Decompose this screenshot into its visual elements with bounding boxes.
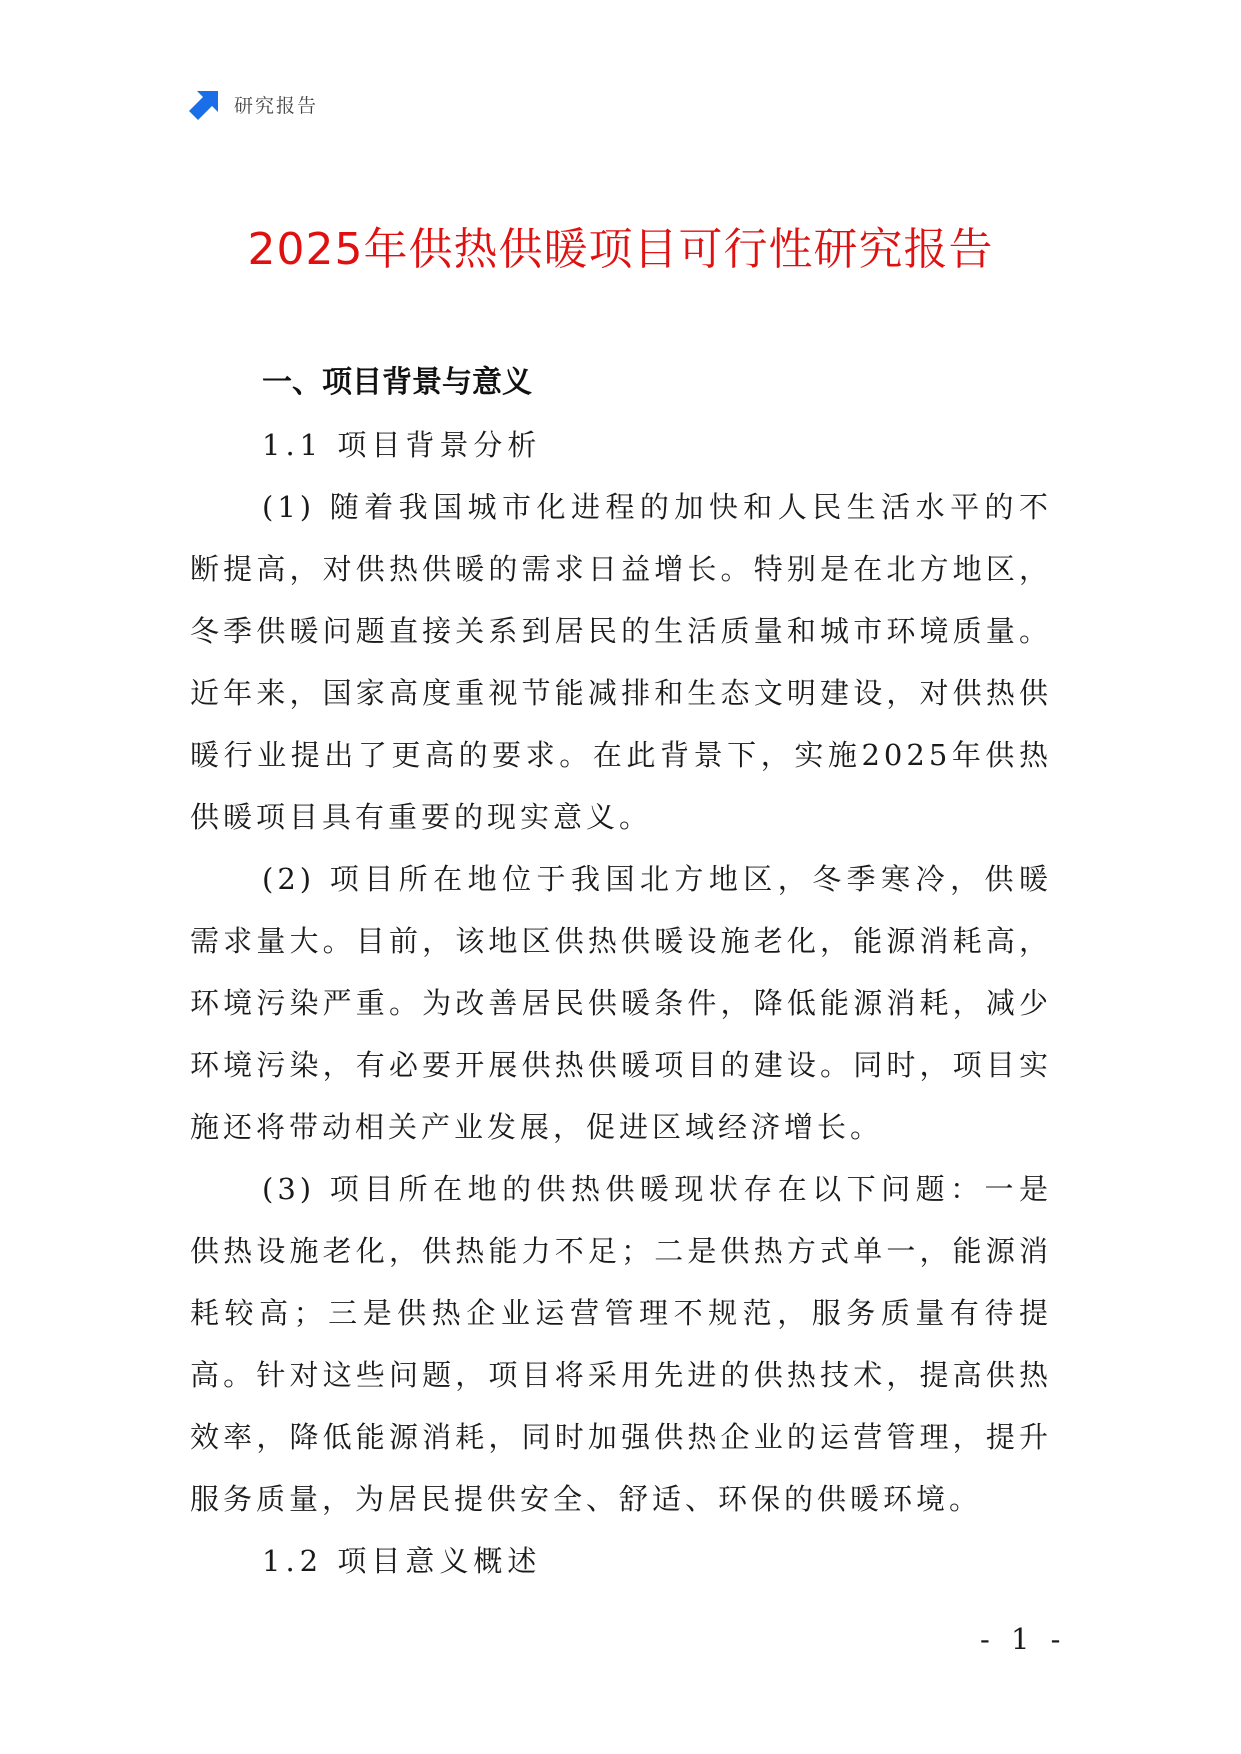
document-body: [190, 352, 1052, 1592]
page-header: [188, 86, 318, 122]
subsection-heading-1-1: 1.1 项目背景分析: [262, 428, 542, 462]
document-title: 2025年供热供暖项目可行性研究报告: [247, 224, 994, 275]
page-number: - 1 -: [980, 1622, 1067, 1656]
subsection-heading-1-2: 1.2 项目意义概述: [262, 1544, 542, 1578]
header-label: 研究报告: [234, 94, 319, 117]
paragraph-1: (1) 随着我国城市化进程的加快和人民生活水平的不断提高，对供热供暖的需求日益增长。特别是在北方地区，冬季供暖问题直接关系到居民的生活质量和城市环境质量。近年来，国家高度重视节能减排和生态文明建设，对供热供暖行业提出了更高的要求。在此背景下，实施2025年供热供暖项目具有重要的现实意义。: [190, 490, 1052, 834]
arrow-up-right-icon: [188, 87, 222, 121]
paragraph-2: (2) 项目所在地位于我国北方地区，冬季寒冷，供暖需求量大。目前，该地区供热供暖设施老化，能源消耗高，环境污染严重。为改善居民供暖条件，降低能源消耗，减少环境污染，有必要开展供热供暖项目的建设。同时，项目实施还将带动相关产业发展，促进区域经济增长。: [190, 862, 1052, 1144]
paragraph-3: (3) 项目所在地的供热供暖现状存在以下问题：一是供热设施老化，供热能力不足；二是供热方式单一，能源消耗较高；三是供热企业运营管理不规范，服务质量有待提高。针对这些问题，项目将采用先进的供热技术，提高供热效率，降低能源消耗，同时加强供热企业的运营管理，提升服务质量，为居民提供安全、舒适、环保的供暖环境。: [190, 1172, 1052, 1516]
section-heading: 一、项目背景与意义: [262, 365, 532, 400]
